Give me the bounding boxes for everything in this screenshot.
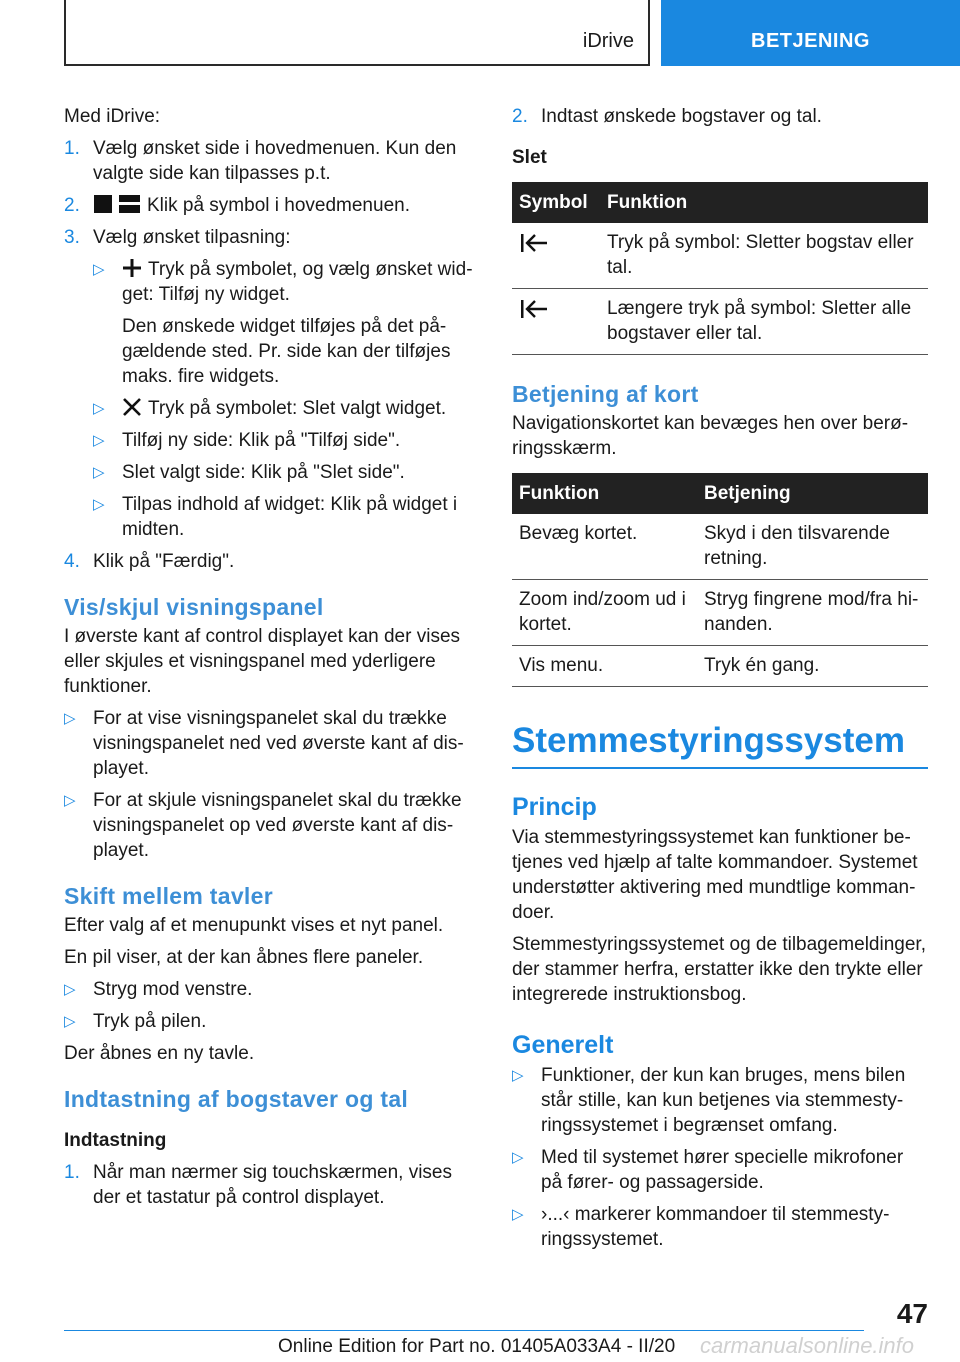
intro-text: Med iDrive: xyxy=(64,106,161,127)
step-number: 3. xyxy=(64,227,80,248)
sub-item-text: Tilpas indhold af widget: Klik på widget i midten. xyxy=(122,494,458,540)
triangle-bullet-icon: ▷ xyxy=(93,261,105,278)
table-header-cell: Funktion xyxy=(600,182,928,223)
step-text: Klik på "Færdig". xyxy=(93,551,235,572)
section-heading-skift: Skift mellem tavler xyxy=(64,883,273,909)
footer-divider xyxy=(64,1330,864,1331)
table-row xyxy=(512,289,928,355)
bullet-text: Tryk på pilen. xyxy=(93,1011,207,1032)
table-header-row xyxy=(512,473,928,514)
step-number: 2. xyxy=(64,195,80,216)
table-row xyxy=(512,514,928,580)
slet-table xyxy=(512,182,928,355)
backspace-icon xyxy=(519,298,549,320)
triangle-bullet-icon: ▷ xyxy=(93,496,105,513)
table-row xyxy=(512,223,928,289)
header-section-box xyxy=(661,0,960,66)
kort-table xyxy=(512,473,928,687)
sub-item-text: Tryk på symbolet, og vælg ønsket widget: Tilføj ny widget. xyxy=(122,259,473,305)
step-text: Klik på symbol i hovedmenuen. xyxy=(147,195,410,216)
triangle-bullet-icon: ▷ xyxy=(64,1013,76,1030)
footer-edition: Online Edition for Part no. 01405A033A4 - II/20 xyxy=(278,1336,676,1357)
table-header-cell: Symbol xyxy=(512,182,600,223)
layout-grid-icon xyxy=(93,194,141,214)
table-cell: Stryg fingrene mod/fra hinanden. xyxy=(697,580,928,646)
bullet-item xyxy=(64,977,480,1002)
sub-list-item xyxy=(93,428,480,453)
sub-list-item xyxy=(93,257,480,389)
table-cell: Zoom ind/zoom ud i kortet. xyxy=(512,580,697,646)
table-cell: Tryk på symbol: Sletter bogstav eller tal. xyxy=(600,223,928,289)
bullet-item xyxy=(512,1202,928,1252)
close-icon xyxy=(122,397,142,417)
princip-text-1: Via stemmestyringssystemet kan funktioner betjenes ved hjælp af talte kommandoer. Systemet understøtter aktivering med mundtlige kommandoer. xyxy=(512,827,918,923)
skift-text-3: Der åbnes en ny tavle. xyxy=(64,1043,255,1064)
section-heading-vis-skjul: Vis/skjul visningspanel xyxy=(64,594,324,620)
section-heading-generelt: Generelt xyxy=(512,1031,614,1059)
bullet-item xyxy=(512,1145,928,1195)
triangle-bullet-icon: ▷ xyxy=(512,1067,524,1084)
bullet-text: Stryg mod venstre. xyxy=(93,979,253,1000)
chapter-heading-stemmestyring: Stemmestyringssystem xyxy=(512,719,928,769)
step-number: 4. xyxy=(64,551,80,572)
step-item xyxy=(64,1160,480,1210)
table-cell: Vis menu. xyxy=(512,646,697,687)
triangle-bullet-icon: ▷ xyxy=(64,710,76,727)
sub-list-item xyxy=(93,460,480,485)
table-row xyxy=(512,580,928,646)
watermark: carmanualsonline.info xyxy=(700,1333,915,1358)
subheading-indtastning: Indtastning xyxy=(64,1130,167,1151)
vis-text: I øverste kant af control displayet kan der vises eller skjules et visningspanel med yderligere funktioner. xyxy=(64,626,461,697)
table-header-cell: Funktion xyxy=(512,473,697,514)
bullet-text: Med til systemet hører specielle mikrofoner på fører- og passagerside. xyxy=(541,1147,904,1193)
bullet-text: Funktioner, der kun kan bruges, mens bilen står stille, kan kun betjenes via stemmestyringssystemet i begrænset omfang. xyxy=(541,1065,906,1136)
table-cell: Tryk én gang. xyxy=(697,646,928,687)
header-chapter-box xyxy=(64,0,650,66)
bullet-item xyxy=(512,1063,928,1138)
step-item xyxy=(64,549,480,574)
step-item xyxy=(512,104,928,129)
page-number: 47 xyxy=(896,1298,928,1329)
sub-list xyxy=(93,257,480,542)
step-item xyxy=(64,225,480,250)
triangle-bullet-icon: ▷ xyxy=(64,792,76,809)
triangle-bullet-icon: ▷ xyxy=(93,464,105,481)
step-item xyxy=(64,136,480,186)
sub-item-text: Tryk på symbolet: Slet valgt widget. xyxy=(148,398,447,419)
step-text: Vælg ønsket side i hovedmenuen. Kun den valgte side kan tilpasses p.t. xyxy=(93,138,457,184)
section-heading-princip: Princip xyxy=(512,793,597,821)
right-column xyxy=(512,104,928,1259)
step-text: Vælg ønsket tilpasning: xyxy=(93,227,291,248)
bullet-item xyxy=(64,1009,480,1034)
sub-item-text: Slet valgt side: Klik på "Slet side". xyxy=(122,462,405,483)
bullet-text: ›...‹ markerer kommandoer til stemmestyringssystemet. xyxy=(541,1204,890,1250)
left-column xyxy=(64,104,480,1217)
triangle-bullet-icon: ▷ xyxy=(93,432,105,449)
sub-list-item xyxy=(93,396,480,421)
plus-icon xyxy=(122,258,142,278)
table-cell: Bevæg kortet. xyxy=(512,514,697,580)
step-text: Når man nærmer sig touchskærmen, vises der et tastatur på control displayet. xyxy=(93,1162,452,1208)
triangle-bullet-icon: ▷ xyxy=(512,1206,524,1223)
step-number: 1. xyxy=(64,138,80,159)
backspace-icon xyxy=(519,232,549,254)
table-header-row xyxy=(512,182,928,223)
sub-item-text: Tilføj ny side: Klik på "Tilføj side". xyxy=(122,430,401,451)
section-title: BETJENING xyxy=(751,30,870,52)
skift-text-2: En pil viser, at der kan åbnes flere paneler. xyxy=(64,947,424,968)
princip-text-2: Stemmestyringssystemet og de tilbagemeldinger, der stammer herfra, erstatter ikke den trykte eller integrerede instruktionsbog. xyxy=(512,934,926,1005)
sub-item-extra: Den ønskede widget tilføjes på det pågældende sted. Pr. side kan der tilføjes maks. fire widgets. xyxy=(122,316,451,387)
bullet-text: For at skjule visningspanelet skal du trække visningspanelet op ved øverste kant af displayet. xyxy=(93,790,462,861)
sub-list-item xyxy=(93,492,480,542)
bullet-item xyxy=(64,788,480,863)
table-cell: Skyd i den tilsvarende retning. xyxy=(697,514,928,580)
triangle-bullet-icon: ▷ xyxy=(93,400,105,417)
triangle-bullet-icon: ▷ xyxy=(512,1149,524,1166)
bullet-item xyxy=(64,706,480,781)
step-item xyxy=(64,193,480,218)
step-text: Indtast ønskede bogstaver og tal. xyxy=(541,106,822,127)
table-cell: Længere tryk på symbol: Sletter alle bogstaver eller tal. xyxy=(600,289,928,355)
subheading-slet: Slet xyxy=(512,147,547,168)
skift-text-1: Efter valg af et menupunkt vises et nyt panel. xyxy=(64,915,444,936)
section-heading-indtastning: Indtastning af bogstaver og tal xyxy=(64,1086,409,1112)
table-header-cell: Betjening xyxy=(697,473,928,514)
table-cell xyxy=(512,289,600,355)
chapter-title: iDrive xyxy=(582,30,634,52)
table-row xyxy=(512,646,928,687)
bullet-text: For at vise visningspanelet skal du trække visningspanelet ned ved øverste kant af displayet. xyxy=(93,708,464,779)
kort-text: Navigationskortet kan bevæges hen over berøringsskærm. xyxy=(512,413,909,459)
step-number: 2. xyxy=(512,106,528,127)
triangle-bullet-icon: ▷ xyxy=(64,981,76,998)
step-number: 1. xyxy=(64,1162,80,1183)
section-heading-kort: Betjening af kort xyxy=(512,381,699,407)
table-cell xyxy=(512,223,600,289)
